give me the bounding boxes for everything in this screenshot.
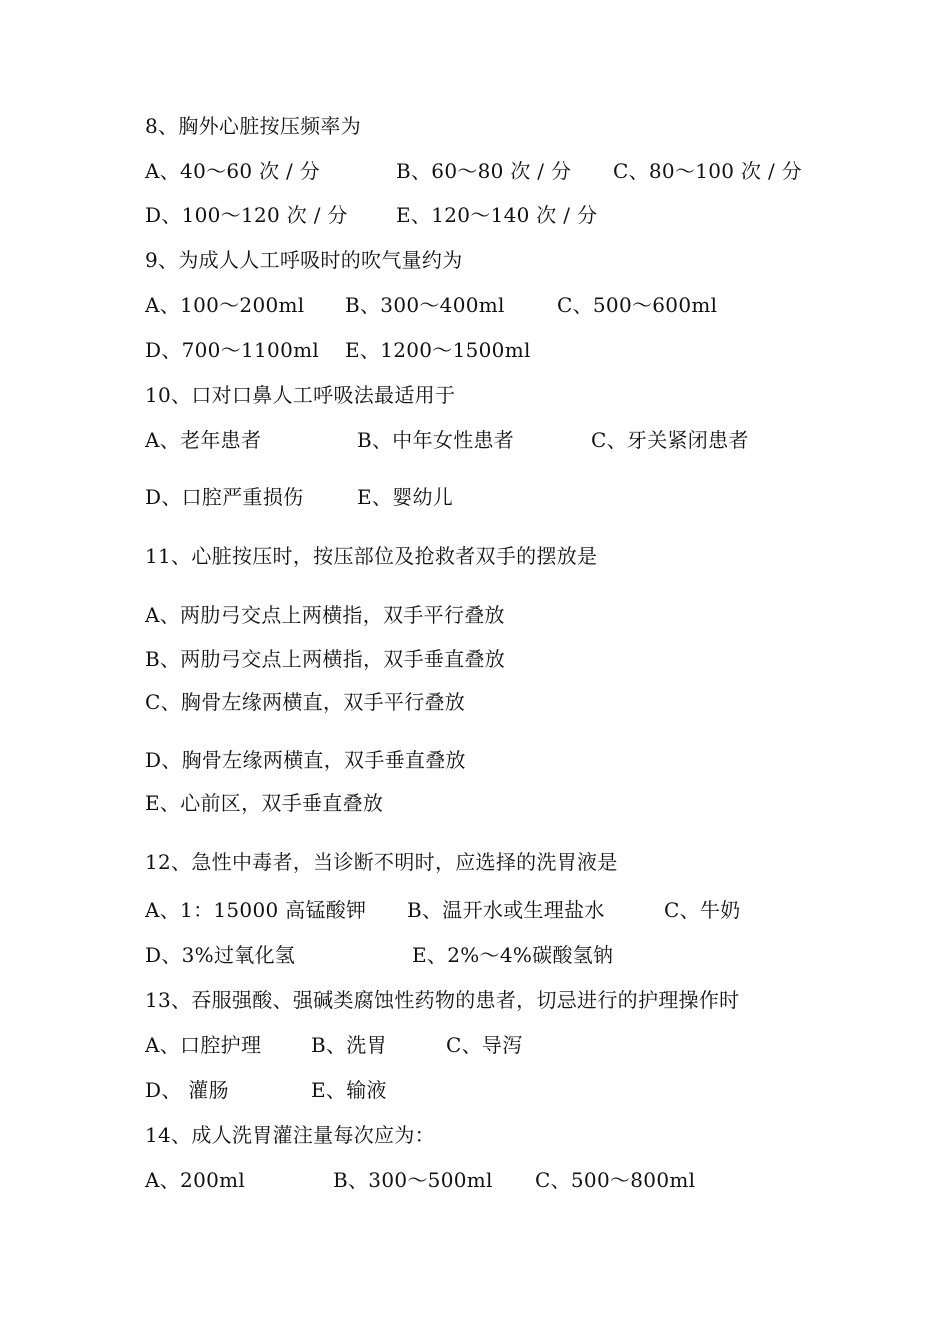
question-11-option-d: D、胸骨左缘两横直，双手垂直叠放 xyxy=(145,748,466,772)
question-9-option-b: B、300～400ml xyxy=(345,293,505,317)
question-10-option-c: C、牙关紧闭患者 xyxy=(591,428,749,452)
question-12-stem: 12、急性中毒者，当诊断不明时，应选择的洗胃液是 xyxy=(145,850,618,874)
question-13-option-d: D、 灌肠 xyxy=(145,1078,229,1102)
question-14-option-b: B、300～500ml xyxy=(333,1168,493,1192)
question-13-option-c: C、导泻 xyxy=(446,1033,523,1057)
question-9-option-e: E、1200～1500ml xyxy=(345,338,531,362)
question-13-option-b: B、洗胃 xyxy=(311,1033,387,1057)
question-11-option-a: A、两肋弓交点上两横指，双手平行叠放 xyxy=(145,603,505,627)
question-10-option-d: D、口腔严重损伤 xyxy=(145,485,304,509)
question-13-option-a: A、口腔护理 xyxy=(145,1033,262,1057)
question-14-option-c: C、500～800ml xyxy=(535,1168,696,1192)
question-12-option-e: E、2%～4%碳酸氢钠 xyxy=(412,943,614,967)
question-9-option-c: C、500～600ml xyxy=(557,293,718,317)
question-11-option-e: E、心前区，双手垂直叠放 xyxy=(145,791,384,815)
question-13-stem: 13、吞服强酸、强碱类腐蚀性药物的患者，切忌进行的护理操作时 xyxy=(145,988,740,1012)
question-9-option-a: A、100～200ml xyxy=(145,293,305,317)
question-8-option-e: E、120～140 次 / 分 xyxy=(396,203,598,227)
question-12-option-a: A、1：15000 高锰酸钾 xyxy=(145,898,367,922)
question-9-option-d: D、700～1100ml xyxy=(145,338,320,362)
question-8-option-b: B、60～80 次 / 分 xyxy=(396,159,572,183)
question-14-option-a: A、200ml xyxy=(145,1168,246,1192)
question-13-option-e: E、输液 xyxy=(311,1078,387,1102)
question-14-stem: 14、成人洗胃灌注量每次应为： xyxy=(145,1123,435,1147)
question-10-stem: 10、口对口鼻人工呼吸法最适用于 xyxy=(145,383,456,407)
question-10-option-a: A、老年患者 xyxy=(145,428,262,452)
question-11-option-c: C、胸骨左缘两横直，双手平行叠放 xyxy=(145,690,466,714)
question-8-option-a: A、40～60 次 / 分 xyxy=(145,159,321,183)
question-9-stem: 9、为成人人工呼吸时的吹气量约为 xyxy=(145,248,463,272)
question-8-option-d: D、100～120 次 / 分 xyxy=(145,203,348,227)
question-11-stem: 11、心脏按压时，按压部位及抢救者双手的摆放是 xyxy=(145,544,598,568)
question-8-stem: 8、胸外心脏按压频率为 xyxy=(145,114,362,138)
question-10-option-b: B、中年女性患者 xyxy=(357,428,515,452)
question-10-option-e: E、婴幼儿 xyxy=(357,485,454,509)
question-11-option-b: B、两肋弓交点上两横指，双手垂直叠放 xyxy=(145,647,506,671)
question-12-option-b: B、温开水或生理盐水 xyxy=(407,898,605,922)
question-12-option-c: C、牛奶 xyxy=(664,898,741,922)
question-8-option-c: C、80～100 次 / 分 xyxy=(613,159,802,183)
question-12-option-d: D、3%过氧化氢 xyxy=(145,943,296,967)
